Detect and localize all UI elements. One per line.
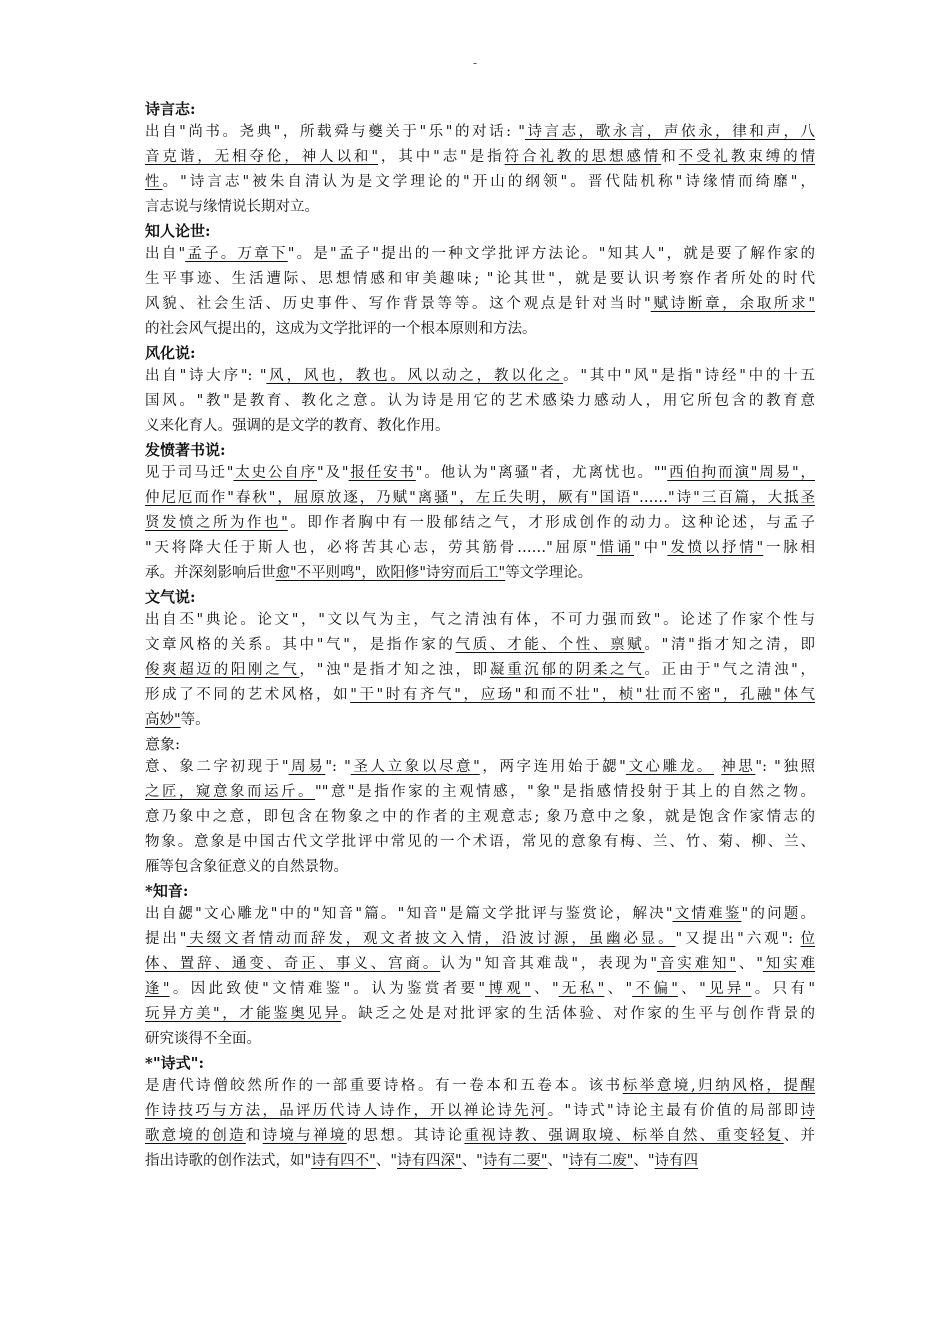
underlined-phrase: 仲尼厄而作"春秋"，屈原放逐，乃赋"离骚"，左丘失明，厥有"国语"……"诗"三百篇，大抵圣	[145, 490, 815, 506]
underlined-phrase: 赋诗断章，余取所求"	[650, 296, 815, 312]
paragraph-line	[145, 755, 815, 780]
paragraph-line	[145, 1149, 815, 1174]
underlined-phrase: 周易	[288, 759, 326, 775]
paragraph-line	[145, 1002, 815, 1027]
paragraph-line	[145, 536, 815, 561]
text-run: 、"	[604, 981, 633, 997]
underlined-phrase: 孟子。万章下	[185, 246, 288, 262]
text-run: 言志说与缘情说长期对立。	[145, 199, 319, 215]
text-run: 提出"	[145, 931, 187, 947]
text-run: 。只有"	[751, 981, 815, 997]
underlined-phrase: 体、置辞、通变、奇正、事义、宫商。	[145, 956, 441, 972]
text-run: 出自勰"文心雕龙"中的"知音"篇。"知音"是篇文学批评与鉴赏论，解决"	[145, 906, 673, 922]
paragraph-line	[145, 608, 815, 633]
text-run: "又提出"六观":	[675, 931, 801, 947]
text-run: ，其中"志"是指	[378, 149, 505, 165]
term-section	[145, 1052, 815, 1174]
paragraph-line	[145, 414, 815, 439]
underlined-phrase: 发愤以抒情"	[667, 540, 764, 556]
paragraph-line	[145, 708, 815, 733]
paragraph-line	[145, 317, 815, 342]
text-run: 的社会风气提出的，这成为文学批评的一个根本原则和方法。	[145, 321, 537, 337]
text-run: 一脉相	[763, 540, 815, 556]
text-run: "天将降大任于斯人也，必将苦其心志，劳其筋骨……"屈原"	[145, 540, 597, 556]
underlined-phrase: 知实难	[762, 956, 815, 972]
paragraph-line	[145, 195, 815, 220]
text-run: 研究谈得不全面。	[145, 1031, 261, 1047]
paragraph-line	[145, 1074, 815, 1099]
text-run: ""意"是指作家的主观情感，"象"是指感情投射于其上的自然之物。	[315, 784, 815, 800]
text-run: 。"诗言志"被朱自清认为是文学理论的"开山的纲领"。晋代陆机称"诗缘情而绮靡"，	[162, 174, 815, 190]
text-run: 雁等包含象征意义的自然景物。	[145, 859, 348, 875]
text-run: 、"	[375, 1153, 398, 1169]
text-run: 国风。"教"是教育、教化之意。认为诗是用它的艺术感染力感动人，用它所包含的教育意	[145, 393, 815, 409]
paragraph-line	[145, 486, 815, 511]
term-section	[145, 880, 815, 1052]
paragraph-line	[145, 952, 815, 977]
text-run: 意、象二字初现于"	[145, 759, 289, 775]
term-section	[145, 439, 815, 586]
underlined-phrase: 见异"	[705, 981, 752, 997]
text-run: "的问题。	[741, 906, 815, 922]
paragraph-line	[145, 633, 815, 658]
text-run: "。是"孟子"提出的一种文学批评方法论。"知其人"，就是要了解作家的	[287, 246, 815, 262]
text-run: 出自"	[145, 246, 186, 262]
underlined-phrase: 文情难鉴	[672, 906, 742, 922]
underlined-phrase: 诗言志，歌永言，声依永，律和声，八	[524, 124, 815, 140]
underlined-phrase: 歌意境的创造	[145, 1128, 246, 1144]
text-run: 是唐代诗僧皎然所作的一部重要诗格。有一卷本和五卷本。该书	[145, 1078, 623, 1094]
paragraph-line	[145, 461, 815, 486]
paragraph-line	[145, 902, 815, 927]
underlined-phrase: 之匠，窥意象而运斤。	[145, 784, 316, 800]
text-run: 形成了不同的艺术风格，如	[145, 687, 351, 703]
text-run: 、"	[677, 981, 706, 997]
text-run: 的思想。其诗论	[346, 1128, 465, 1144]
text-run: 义来化育人。强调的是文学的教育、教化作用。	[145, 418, 450, 434]
paragraph-line	[145, 1027, 815, 1052]
paragraph-line	[145, 1124, 815, 1149]
underlined-phrase: 诗有二要"	[482, 1153, 548, 1169]
text-run: 、"	[736, 956, 763, 972]
underlined-phrase: 诗	[800, 1103, 815, 1119]
text-run: 。"其中"风"是指"诗经"中的十五	[563, 368, 815, 384]
underlined-phrase: 作诗技巧与方法，品评历代诗人诗作，开以禅论诗先河	[145, 1103, 548, 1119]
paragraph-line	[145, 780, 815, 805]
underlined-phrase: 诗有二废"	[568, 1153, 634, 1169]
paragraph-line	[145, 805, 815, 830]
underlined-phrase: 圣人立象以尽意"	[350, 759, 480, 775]
paragraph-line	[145, 170, 815, 195]
text-run: 、"	[547, 1153, 569, 1169]
underlined-phrase: 博观"	[485, 981, 531, 997]
underlined-phrase: 诗境与禅境	[262, 1128, 347, 1144]
page-header-mark: -	[472, 56, 478, 70]
text-run: 指出诗歌的创作法式，如"	[145, 1153, 312, 1169]
underlined-phrase: 逢"	[145, 981, 170, 997]
paragraph-line	[145, 830, 815, 855]
underlined-phrase: 贤发愤之所为作也"	[145, 515, 288, 531]
paragraph-line	[145, 364, 815, 389]
underlined-phrase: 音实难知"	[657, 956, 736, 972]
underlined-phrase: 报任安书	[348, 465, 416, 481]
paragraph-line	[145, 292, 815, 317]
paragraph-line	[145, 120, 815, 145]
underlined-phrase: 太史公自序	[233, 465, 317, 481]
underlined-phrase: 不偏"	[632, 981, 678, 997]
text-run: 意乃象中之意，即包含在物象之中的作者的主观意志; 象乃意中之象，就是饱含作家情志的	[145, 809, 815, 825]
paragraph-line	[145, 267, 815, 292]
underlined-phrase: 愈"不平则鸣"，欧阳修"诗穷而后工"	[275, 565, 506, 581]
underlined-phrase: 诗有四	[654, 1153, 699, 1169]
underlined-phrase: 位	[800, 931, 815, 947]
underlined-phrase: 诗有四深"	[397, 1153, 462, 1169]
text-run: 出自"诗大序": "	[145, 368, 267, 384]
text-run: 物象。意象是中国古代文学批评中常见的一个术语，常见的意象有梅、兰、竹、菊、柳、兰、	[145, 834, 815, 850]
paragraph-line	[145, 977, 815, 1002]
text-run: 。因此致使"文情难鉴"。认为鉴赏者要"	[169, 981, 486, 997]
term-heading: 意象:	[145, 735, 181, 753]
underlined-phrase: 气质、才能、个性、禀赋	[455, 637, 645, 653]
text-run: 。缺乏之处是对批评家的生活体验、对作家的生平与创作背景的	[341, 1006, 815, 1022]
paragraph-line	[145, 683, 815, 708]
text-run: 出自丕"典论。论文"，"文以气为主，气之清浊有体，不可力强而致"。论述了作家个性与	[145, 612, 815, 628]
text-run: 和	[245, 1128, 263, 1144]
underlined-phrase: 不受礼教束缚的情	[678, 149, 815, 165]
term-heading: 风化说:	[145, 344, 196, 362]
underlined-phrase: 重视诗教、强调取境、标举自然、重变轻复	[464, 1128, 784, 1144]
underlined-phrase: "干"时有齐气"，应玚"和而不壮"，桢"壮而不密"，孔融"体气	[350, 687, 815, 703]
paragraph-line	[145, 561, 815, 586]
text-run: 、"	[633, 1153, 655, 1169]
underlined-phrase: 俊爽超迈的阳刚之气	[145, 662, 300, 678]
text-run: 见于司马迁"	[145, 465, 234, 481]
text-run: ": "独照	[755, 759, 815, 775]
text-run: "中"	[634, 540, 668, 556]
text-run: 和	[661, 149, 679, 165]
term-section	[145, 733, 815, 880]
text-run: 。即作者胸中有一股郁结之气，才形成创作的动力。这种论述，与孟子	[287, 515, 815, 531]
underlined-phrase: 凝重沉郁的阴柔之气	[489, 662, 645, 678]
paragraph-line	[145, 658, 815, 683]
text-run: ，"浊"是指才知之浊，即	[299, 662, 490, 678]
text-run: 。正由于"气之清浊"，	[644, 662, 815, 678]
underlined-phrase: 性	[145, 174, 163, 190]
paragraph-line	[145, 242, 815, 267]
paragraph-line	[145, 927, 815, 952]
text-run: 。"诗式"诗论主最有价值的局部即	[547, 1103, 801, 1119]
term-section	[145, 342, 815, 439]
text-run: 。"清"指才知之清，即	[644, 637, 815, 653]
text-run: "及"	[317, 465, 349, 481]
term-heading: *"诗式":	[145, 1054, 205, 1072]
paragraph-line	[145, 511, 815, 536]
underlined-phrase: 标举意境,归纳风格，提醒	[622, 1078, 815, 1094]
term-heading: 发愤著书说:	[145, 441, 226, 459]
text-run: 承。并深刻影响后世	[145, 565, 276, 581]
underlined-phrase: 文心雕龙。	[625, 759, 714, 775]
text-run: ": "	[325, 759, 351, 775]
text-run: 、并	[783, 1128, 815, 1144]
underlined-phrase: 诗有四不"	[311, 1153, 376, 1169]
paragraph-line	[145, 145, 815, 170]
underlined-phrase: 夫缀文者情动而辞发，观文者披文入情，沿波讨源，虽幽必显。	[186, 931, 676, 947]
underlined-phrase: 西伯拘而演"周易"，	[667, 465, 815, 481]
text-run: 风貌、社会生活、历史事件、写作背景等等。这个观点是针对当时"	[145, 296, 651, 312]
underlined-phrase: 高妙"	[145, 712, 181, 728]
underlined-phrase: 音克谐，无相夺伦，神人以和"	[145, 149, 378, 165]
underlined-phrase: 无私"	[558, 981, 605, 997]
underlined-phrase: 符合礼教的思想感情	[504, 149, 662, 165]
document-body	[145, 98, 815, 1174]
paragraph-line	[145, 855, 815, 880]
term-section	[145, 220, 815, 342]
term-heading: 诗言志:	[145, 100, 196, 118]
text-run: 文章风格的关系。其中"气"，是指作家的	[145, 637, 456, 653]
text-run: 等文学理论。	[505, 565, 593, 581]
paragraph-line	[145, 1099, 815, 1124]
text-run: 、"	[530, 981, 559, 997]
text-run: 生平事迹、生活遭际、思想情感和审美趣味; "论其世"，就是要认识考察作者所处的时代	[145, 271, 815, 287]
term-heading: 知人论世:	[145, 222, 211, 240]
text-run: ，两字连用始于勰"	[479, 759, 626, 775]
underlined-phrase: 风，风也，教也。风以动之，教以化之	[266, 368, 564, 384]
text-run: 、"	[461, 1153, 483, 1169]
text-run: 认为"知音其难哉"，表现为"	[440, 956, 657, 972]
underlined-phrase: 神思	[721, 759, 756, 775]
term-section	[145, 586, 815, 733]
term-heading: *知音:	[145, 882, 189, 900]
text-run: 等。	[180, 712, 210, 728]
term-section	[145, 98, 815, 220]
text-run: 出自"尚书。尧典"，所载舜与夔关于"乐"的对话: "	[145, 124, 525, 140]
paragraph-line	[145, 389, 815, 414]
underlined-phrase: 惜诵	[596, 540, 635, 556]
term-heading: 文气说:	[145, 588, 196, 606]
underlined-phrase: 玩异方美"，才能鉴奥见异	[145, 1006, 342, 1022]
text-run: "。他认为"离骚"者，尤离忧也。""	[415, 465, 668, 481]
